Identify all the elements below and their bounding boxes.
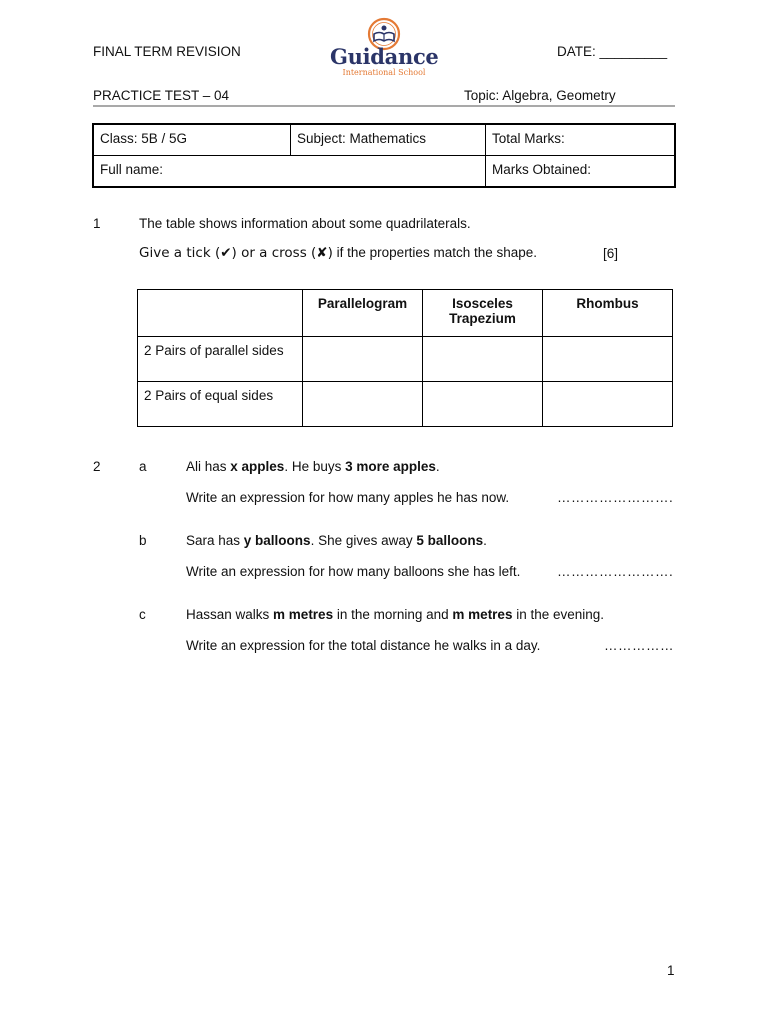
answer-cell-trapezium-parallel[interactable]: [423, 337, 543, 382]
part-b-statement: [186, 533, 487, 548]
header-parallelogram: Parallelogram: [303, 290, 423, 337]
part-a-bold-2: 3 more apples: [345, 459, 436, 474]
part-a-text: Ali has: [186, 459, 231, 474]
row-label-parallel-sides: 2 Pairs of parallel sides: [138, 337, 303, 382]
part-a-bold-1: x apples: [230, 459, 285, 474]
part-b-text: Sara has: [186, 533, 244, 548]
subject-cell: Subject: Mathematics: [291, 124, 486, 156]
part-c-text-3: in the evening.: [512, 607, 605, 622]
student-info-table: [92, 123, 676, 188]
part-c-statement: [186, 607, 604, 622]
table-row: [138, 337, 673, 382]
topic-label: Topic: Algebra, Geometry: [464, 88, 616, 103]
question-1-instruction: [139, 245, 537, 261]
part-c-text-2: in the morning and: [333, 607, 453, 622]
quadrilaterals-table: [137, 289, 673, 427]
class-cell: Class: 5B / 5G: [93, 124, 291, 156]
question-1-text: The table shows information about some quadrilaterals.: [139, 216, 471, 231]
part-b-letter: b: [139, 533, 147, 548]
date-field: DATE: _________: [557, 44, 668, 59]
practice-test-label: PRACTICE TEST – 04: [93, 88, 230, 103]
part-a-text-2: . He buys: [284, 459, 346, 474]
answer-cell-rhombus-equal[interactable]: [543, 382, 673, 427]
full-name-cell[interactable]: Full name:: [93, 156, 486, 188]
part-c-answer-line[interactable]: ……………: [604, 638, 674, 653]
answer-cell-parallelogram-equal[interactable]: [303, 382, 423, 427]
table-row: [138, 382, 673, 427]
header-rhombus: Rhombus: [543, 290, 673, 337]
part-a-answer-line[interactable]: …………………….: [557, 490, 674, 505]
part-a-statement: [186, 459, 440, 474]
page-number: 1: [667, 963, 675, 978]
part-b-text-3: .: [483, 533, 487, 548]
answer-cell-parallelogram-parallel[interactable]: [303, 337, 423, 382]
part-c-text: Hassan walks: [186, 607, 274, 622]
part-a-prompt: Write an expression for how many apples he has now.: [186, 490, 510, 505]
school-logo-subtitle: International School: [342, 68, 426, 77]
part-b-bold-2: 5 balloons: [416, 533, 484, 548]
instruction-rest: if the properties match the shape.: [332, 245, 538, 260]
final-term-revision-title: FINAL TERM REVISION: [93, 44, 241, 59]
part-a-letter: a: [139, 459, 147, 474]
table-header-empty: [138, 290, 303, 337]
part-c-bold-2: m metres: [452, 607, 513, 622]
part-b-prompt: Write an expression for how many balloons she has left.: [186, 564, 521, 579]
part-b-answer-line[interactable]: …………………….: [557, 564, 674, 579]
marks-obtained-cell[interactable]: Marks Obtained:: [486, 156, 676, 188]
question-1-marks: [6]: [603, 246, 619, 261]
instruction-lead: Give a tick (✔) or a cross (✘): [139, 245, 333, 261]
question-1-number: 1: [93, 216, 101, 231]
part-c-bold-1: m metres: [273, 607, 334, 622]
question-2-number: 2: [93, 459, 101, 474]
total-marks-cell[interactable]: Total Marks:: [486, 124, 676, 156]
answer-cell-rhombus-parallel[interactable]: [543, 337, 673, 382]
header-divider: [93, 105, 675, 107]
row-label-equal-sides: 2 Pairs of equal sides: [138, 382, 303, 427]
part-a-text-3: .: [435, 459, 440, 474]
part-c-letter: c: [139, 607, 146, 622]
part-b-text-2: . She gives away: [310, 533, 417, 548]
part-b-bold-1: y balloons: [243, 533, 311, 548]
part-c-prompt: Write an expression for the total distance he walks in a day.: [186, 638, 541, 653]
header-isosceles-trapezium: Isosceles Trapezium: [423, 290, 543, 337]
school-logo-name: Guidance: [330, 44, 439, 69]
answer-cell-trapezium-equal[interactable]: [423, 382, 543, 427]
school-logo: [330, 14, 438, 78]
